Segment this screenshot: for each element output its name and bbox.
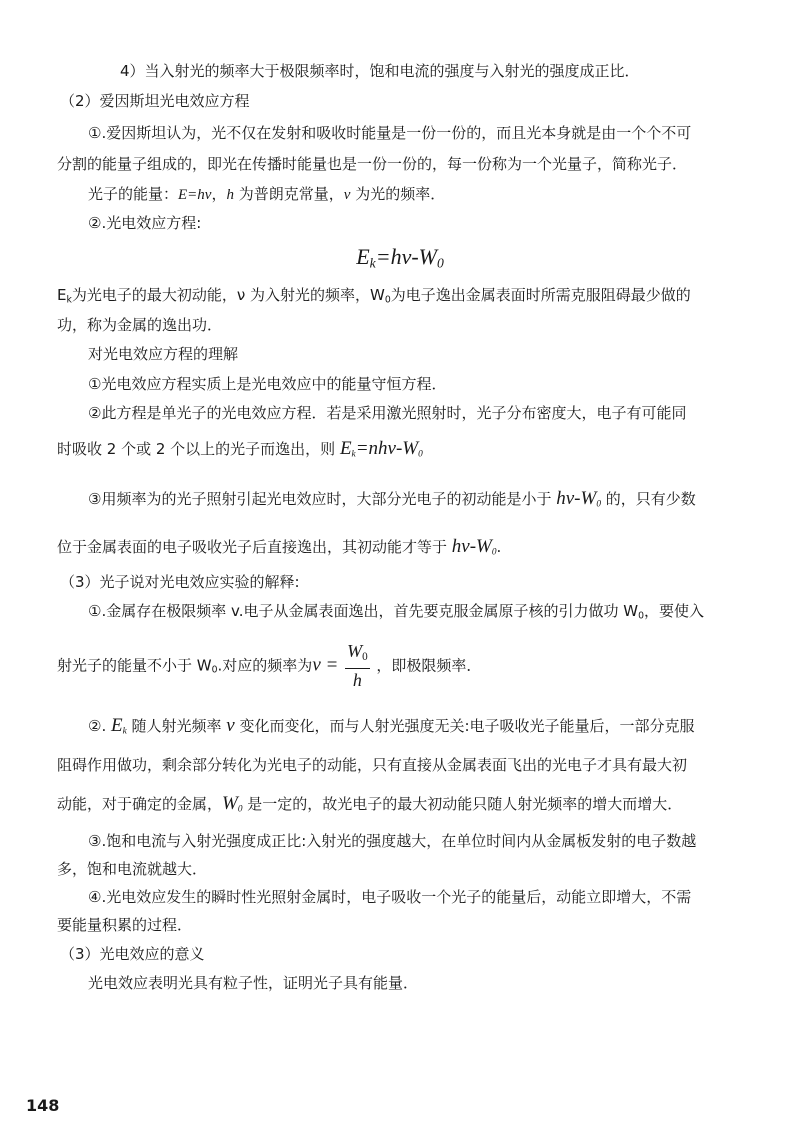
text-line xyxy=(57,791,682,822)
math-fraction xyxy=(345,641,370,691)
text-line: 要能量积累的过程． xyxy=(57,916,193,934)
math-symbol: E xyxy=(356,244,370,269)
text-span: 为电子逸出金属表面时所需克服阻碍最少做的 xyxy=(390,286,691,304)
text-span: ②. xyxy=(88,717,111,735)
text-span: .对应的频率为 xyxy=(217,656,313,675)
text-span: 射光子的能量不小于 W xyxy=(57,656,212,675)
math-subscript: 0 xyxy=(237,804,243,815)
text-span: E xyxy=(57,286,67,304)
text-line xyxy=(57,436,423,467)
text-line xyxy=(57,641,481,694)
text-span: ，即极限频率． xyxy=(371,656,482,675)
text-line: ①光电效应方程实质上是光电效应中的能量守恒方程． xyxy=(88,375,447,393)
text-line: ③.饱和电流与入射光强度成正比:入射光的强度越大，在单位时间内从金属板发射的电子数越 xyxy=(88,832,697,850)
text-line: 多，饱和电流就越大． xyxy=(57,860,208,878)
text-line xyxy=(88,486,696,517)
math-symbol: W xyxy=(347,641,363,661)
text-span: 的，只有少数 xyxy=(600,490,696,508)
text-line xyxy=(88,183,445,206)
text-span: ，要使入 xyxy=(644,602,705,620)
section-heading: （3）光电效应的意义 xyxy=(60,945,205,963)
text-span: ， xyxy=(211,185,227,203)
math-subscript: 0 xyxy=(491,547,497,558)
text-line: ②.光电效应方程: xyxy=(88,214,202,232)
math-subscript: 0 xyxy=(362,650,368,663)
text-span: ③用频率为的光子照射引起光电效应时，大部分光电子的初动能是小于 xyxy=(88,490,557,508)
text-line: 分割的能量子组成的，即光在传播时能量也是一份一份的，每一份称为一个光量子，简称光子． xyxy=(57,155,688,173)
fraction-denominator: h xyxy=(352,669,362,690)
math-subscript: k xyxy=(122,726,127,737)
fraction-numerator xyxy=(345,641,370,669)
text-line xyxy=(88,600,704,627)
math-subscript: 0 xyxy=(384,294,391,306)
text-line: 4）当入射光的频率大于极限频率时，饱和电流的强度与入射光的强度成正比． xyxy=(120,62,640,80)
math-expression: E=hν xyxy=(178,187,212,203)
math-subscript: 0 xyxy=(418,449,423,460)
text-span: 为光的频率． xyxy=(350,185,446,203)
text-span: . xyxy=(496,538,502,556)
text-span: 是一定的，故光电子的最大初动能只随人射光频率的增大而增大． xyxy=(242,795,683,813)
text-span: 时吸收 2 个或 2 个以上的光子而逸出，则 xyxy=(57,440,340,458)
text-line xyxy=(88,713,695,744)
math-expression: =nhν-W xyxy=(355,438,419,459)
math-symbol: ν xyxy=(343,187,351,203)
text-span: 变化而变化，而与人射光强度无关:电子吸收光子能量后，一部分克服 xyxy=(234,717,695,735)
math-expression: hν-W xyxy=(451,536,492,557)
math-symbol: W xyxy=(222,793,238,814)
math-operator: = xyxy=(320,654,344,676)
text-line: 阻碍作用做功，剩余部分转化为光电子的动能，只有直接从金属表面飞出的光电子才具有最大初 xyxy=(57,756,688,774)
math-subscript: 0 xyxy=(638,610,644,622)
math-expression: hν-W xyxy=(556,488,597,509)
section-heading: （3）光子说对光电效应实验的解释: xyxy=(60,573,300,591)
math-subscript: k xyxy=(351,449,356,460)
math-subscript: 0 xyxy=(211,664,218,676)
math-expression: =hν-W xyxy=(375,244,437,269)
math-subscript: 0 xyxy=(596,499,601,510)
text-span: 为光电子的最大初动能，ν 为入射光的频率，W xyxy=(71,286,385,304)
math-symbol: E xyxy=(339,438,352,459)
text-span: 动能，对于确定的金属， xyxy=(57,795,223,813)
text-line: 功，称为金属的逸出功． xyxy=(57,316,223,334)
text-line: ④.光电效应发生的瞬时性光照射金属时，电子吸收一个光子的能量后，动能立即增大，不需 xyxy=(88,888,692,906)
text-line xyxy=(57,284,691,311)
text-span: 位于金属表面的电子吸收光子后直接逸出，其初动能才等于 xyxy=(57,538,452,556)
text-line xyxy=(57,534,501,565)
page-number: 148 xyxy=(26,1096,60,1115)
text-line: 光电效应表明光具有粒子性，证明光子具有能量． xyxy=(88,974,419,992)
math-subscript: 0 xyxy=(436,255,444,271)
text-line: ②此方程是单光子的光电效应方程．若是采用激光照射时，光子分布密度大，电子有可能同 xyxy=(88,404,687,422)
photoelectric-equation xyxy=(0,243,800,277)
math-subscript: k xyxy=(66,294,72,306)
math-symbol: E xyxy=(110,715,123,736)
math-subscript: k xyxy=(369,255,376,271)
section-heading: （2）爱因斯坦光电效应方程 xyxy=(60,92,250,110)
text-span: ①.金属存在极限频率 v.电子从金属表面逸出，首先要克服金属原子核的引力做功 W xyxy=(88,602,639,620)
math-symbol: ν xyxy=(226,715,235,736)
text-span: 为普朗克常量， xyxy=(233,185,344,203)
text-span: 光子的能量： xyxy=(88,185,179,203)
math-symbol: h xyxy=(226,187,234,203)
math-symbol: ν xyxy=(312,654,321,676)
text-line: ①.爱因斯坦认为，光不仅在发射和吸收时能量是一份一份的，而且光本身就是由一个个不可 xyxy=(88,124,692,142)
text-line: 对光电效应方程的理解 xyxy=(88,345,239,363)
text-span: 随人射光频率 xyxy=(126,717,227,735)
